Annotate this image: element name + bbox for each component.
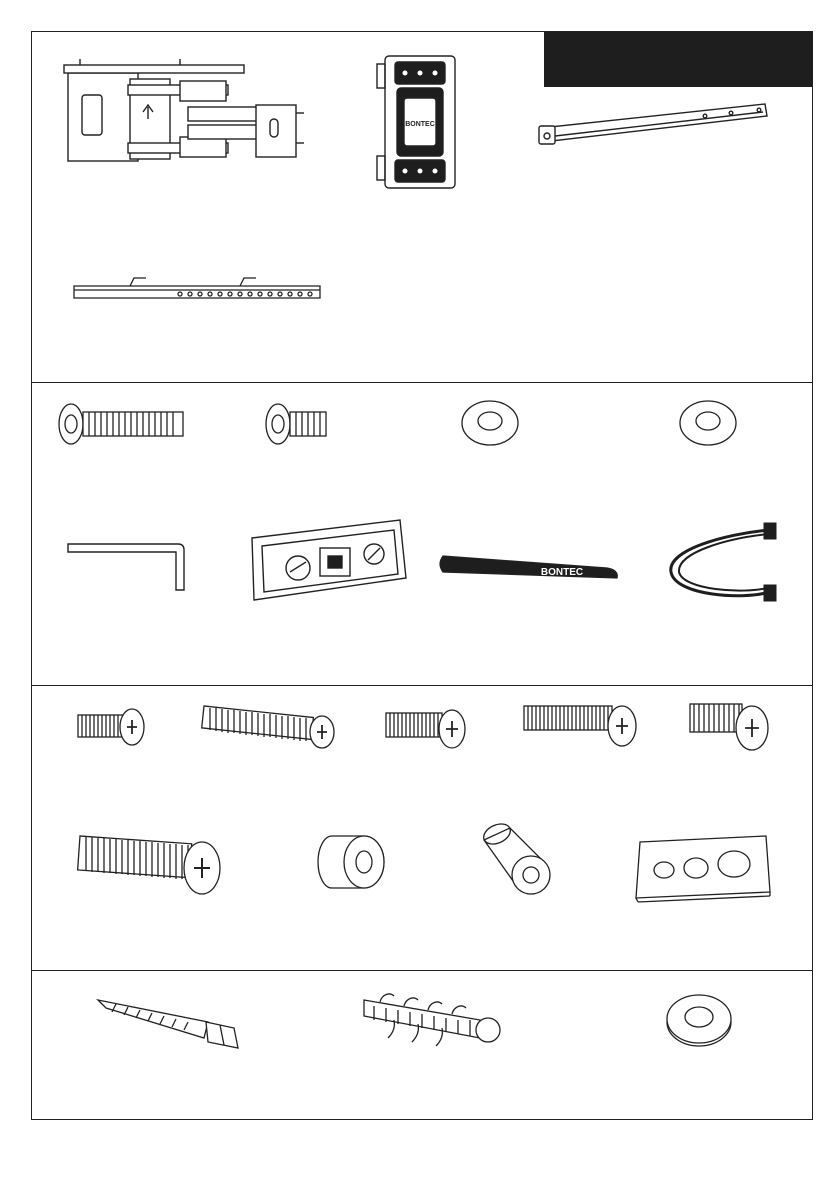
header-block: [544, 32, 813, 87]
washer-a-image: [460, 398, 520, 448]
wall-plate-image: [375, 52, 465, 192]
section-divider-2: [31, 685, 813, 686]
hex-bolt-short-image: [262, 400, 332, 448]
screw-m4-short-image: [76, 705, 146, 749]
spacer-plate-image: [634, 832, 774, 904]
spacer-short-image: [316, 826, 392, 896]
spacer-long-image: [470, 822, 550, 898]
cable-strap-image: [437, 542, 627, 584]
section-divider-1: [31, 382, 813, 383]
flat-washer-image: [664, 992, 734, 1048]
washer-b-image: [678, 398, 738, 448]
allen-key-image: [66, 540, 196, 596]
screw-m8-short-image: [688, 700, 778, 756]
bubble-level-image: [250, 518, 410, 602]
screw-m8-long-image: [78, 828, 228, 898]
vertical-bracket-rail-image: [70, 272, 330, 304]
hex-bolt-long-image: [55, 400, 190, 448]
screw-m6-long-image: [522, 700, 642, 750]
horizontal-rail-image: [535, 98, 775, 158]
lag-bolt-image: [96, 994, 246, 1054]
wall-arm-assembly-image: [60, 55, 310, 175]
screw-m4-long-image: [202, 700, 337, 750]
section-divider-3: [31, 970, 813, 971]
screw-m6-short-image: [384, 705, 469, 751]
strap-brand-label: BONTEC: [540, 567, 584, 578]
plate-logo-text: BONTEC: [405, 121, 435, 128]
wall-anchor-image: [360, 990, 505, 1050]
hdmi-cable-image: [665, 520, 785, 606]
